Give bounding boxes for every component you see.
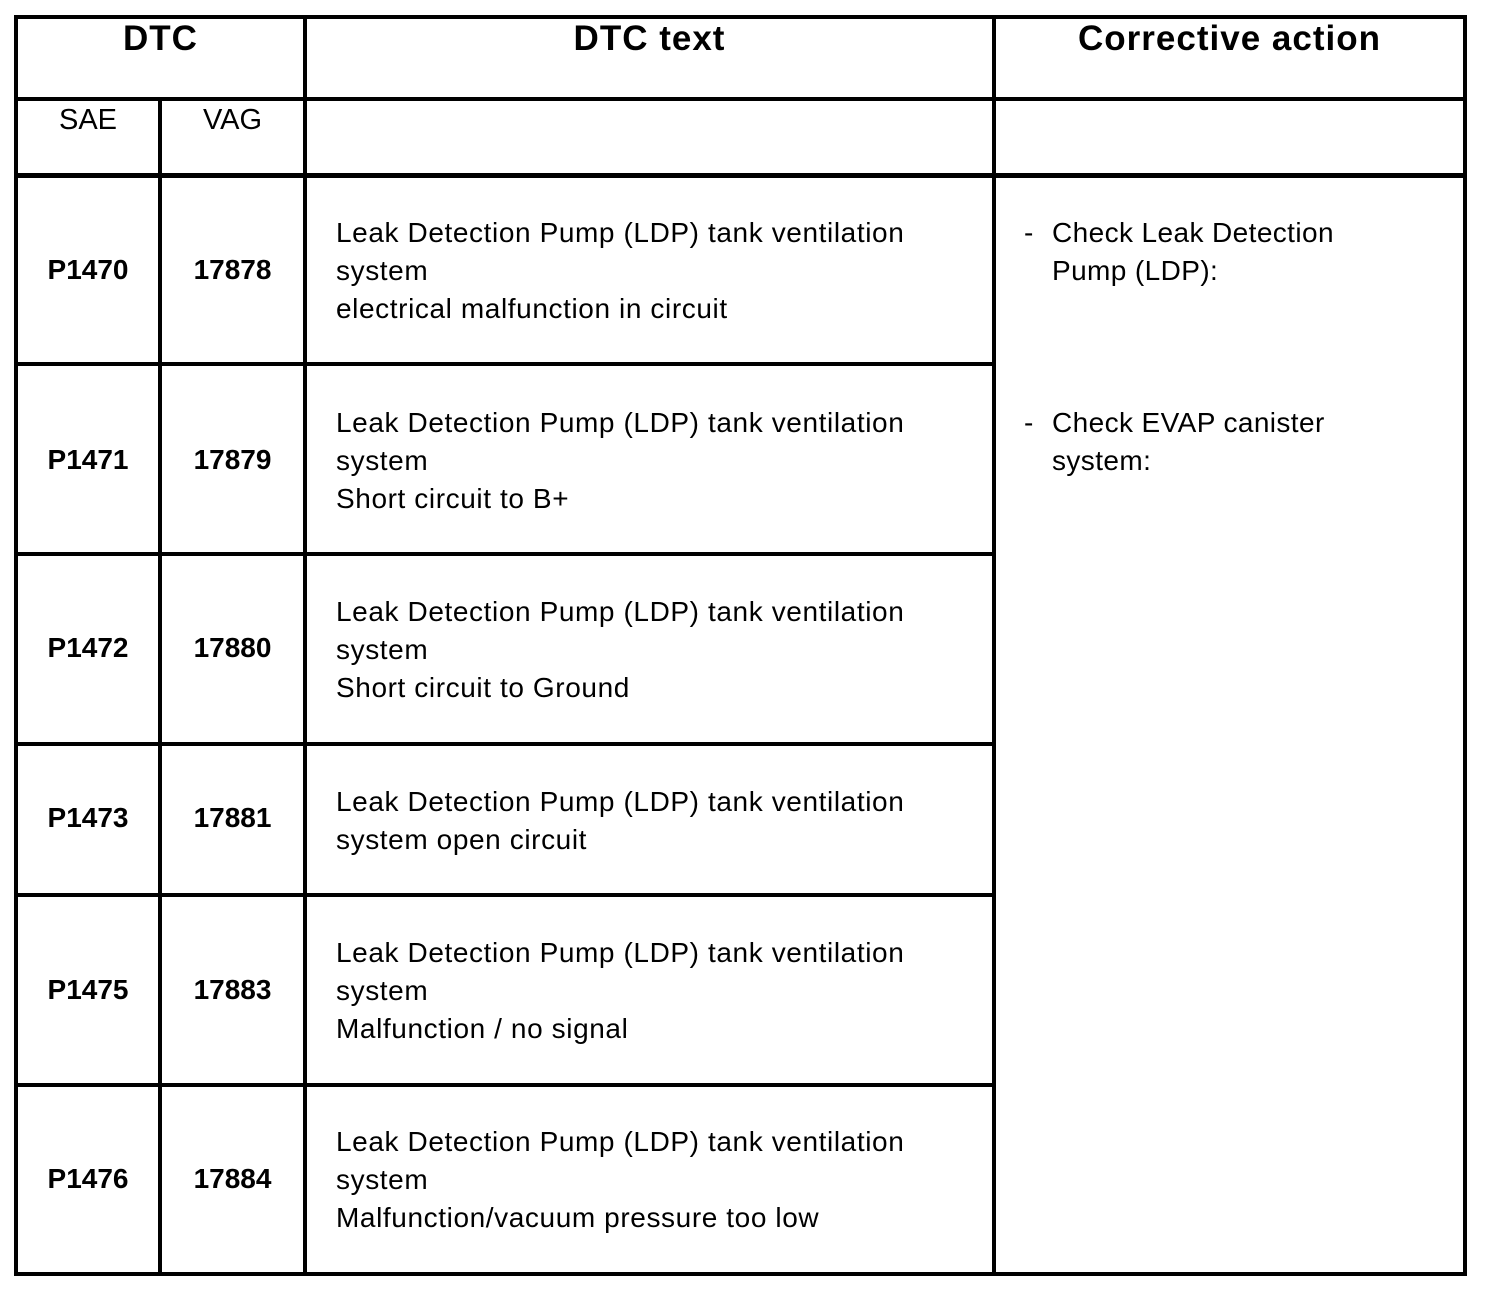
header-sae: SAE bbox=[58, 104, 118, 136]
row-divider bbox=[14, 1083, 994, 1087]
sae-code: P1471 bbox=[47, 444, 129, 475]
vag-code: 17881 bbox=[193, 802, 272, 833]
dtc-description: Leak Detection Pump (LDP) tank ventilation system electrical malfunction in circuit bbox=[336, 217, 905, 324]
vag-code: 17883 bbox=[193, 974, 272, 1005]
row-divider bbox=[14, 742, 994, 746]
action-bullet: - bbox=[1024, 217, 1034, 248]
dtc-description: Leak Detection Pump (LDP) tank ventilation system Short circuit to B+ bbox=[336, 407, 905, 514]
header-vag: VAG bbox=[202, 104, 263, 136]
header-dtc: DTC bbox=[123, 19, 198, 58]
divider-horizontal bbox=[14, 173, 1467, 178]
row-divider bbox=[14, 552, 994, 556]
action-bullet: - bbox=[1024, 407, 1034, 438]
sae-code: P1476 bbox=[47, 1163, 129, 1194]
sae-code: P1470 bbox=[47, 254, 129, 285]
vag-code: 17880 bbox=[193, 632, 272, 663]
dtc-description: Leak Detection Pump (LDP) tank ventilation system Malfunction / no signal bbox=[336, 937, 905, 1044]
row-divider bbox=[14, 362, 994, 366]
action-check-ldp: Check Leak Detection Pump (LDP): bbox=[1052, 217, 1334, 286]
vag-code: 17878 bbox=[193, 254, 272, 285]
vag-code: 17884 bbox=[193, 1163, 272, 1194]
dtc-description: Leak Detection Pump (LDP) tank ventilation system Malfunction/vacuum pressure too low bbox=[336, 1126, 905, 1233]
row-divider bbox=[14, 893, 994, 897]
action-check-evap: Check EVAP canister system: bbox=[1052, 407, 1325, 476]
dtc-description: Leak Detection Pump (LDP) tank ventilation system open circuit bbox=[336, 786, 905, 855]
dtc-description: Leak Detection Pump (LDP) tank ventilation system Short circuit to Ground bbox=[336, 596, 905, 703]
vag-code: 17879 bbox=[193, 444, 272, 475]
sae-code: P1472 bbox=[47, 632, 129, 663]
sae-code: P1475 bbox=[47, 974, 129, 1005]
header-corrective-action: Corrective action bbox=[1078, 19, 1381, 58]
header-dtc-text: DTC text bbox=[573, 19, 726, 58]
sae-code: P1473 bbox=[47, 802, 129, 833]
